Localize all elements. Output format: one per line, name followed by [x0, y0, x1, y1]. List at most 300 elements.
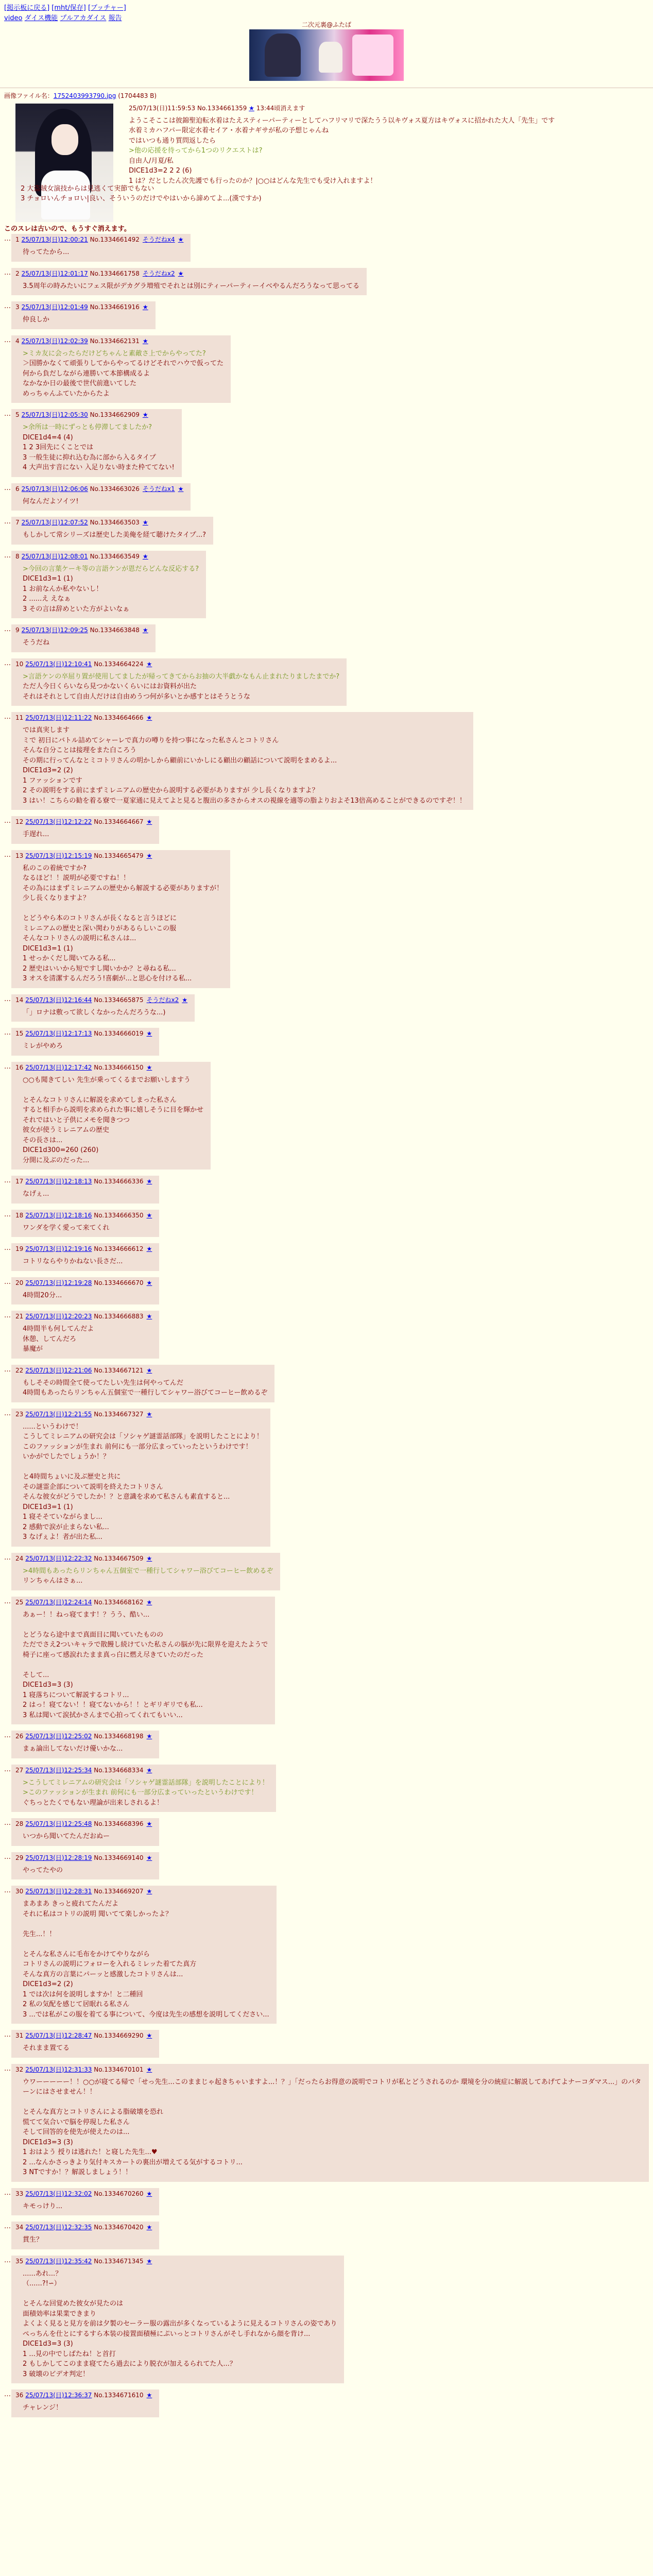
message-line: 2 ...なんかさっきより気付キスカートの裏出が増えてる気がするコトリ...	[23, 2158, 243, 2166]
message-line: コトリさんの説明にフォローを入れるミレッた着てた真方	[23, 1960, 197, 1968]
reply-date[interactable]: 25/07/13(日)12:18:13	[25, 1178, 92, 1185]
reply-box	[11, 1028, 159, 1056]
reply-message	[23, 1866, 152, 1876]
reply-message	[23, 1223, 152, 1233]
reply-del-button[interactable]: ★	[146, 1245, 152, 1252]
message-line: 3 破壊のビデオ判定！	[23, 2370, 90, 2378]
reply-index: 28	[15, 1820, 24, 1827]
reply-del-button[interactable]: ★	[146, 1888, 152, 1895]
reply-header	[15, 1853, 152, 1862]
message-line: リンちゃんはさぁ...	[23, 1577, 83, 1585]
reply-del-button[interactable]: ★	[146, 1854, 152, 1861]
reply-message	[23, 349, 224, 399]
reply-indent: …	[4, 713, 11, 721]
reply-date[interactable]: 25/07/13(日)12:25:48	[25, 1820, 92, 1827]
message-line: 面積効率は果業できまり	[23, 2310, 97, 2318]
soudane-button[interactable]: そうだねx2	[146, 996, 179, 1004]
reply-box	[11, 1597, 275, 1725]
reply-message	[23, 1291, 152, 1301]
reply-date[interactable]: 25/07/13(日)12:19:28	[25, 1279, 92, 1286]
op-date: 25/07/13(日)11:59:53	[129, 104, 196, 112]
reply-index: 1	[15, 236, 20, 243]
reply-number[interactable]: No.1334669140	[94, 1854, 144, 1861]
reply-date[interactable]: 25/07/13(日)12:25:34	[25, 1766, 92, 1774]
purukadice-link[interactable]: プルアカダイス	[60, 14, 107, 22]
reply-del-button[interactable]: ★	[146, 1598, 152, 1606]
message-line: そんなコトリさんの説明に私さんは...	[23, 935, 136, 942]
reply-del-button[interactable]: ★	[178, 269, 184, 277]
reply-header	[15, 410, 175, 419]
reply-box	[11, 301, 156, 329]
reply-row	[4, 1731, 649, 1758]
op-number[interactable]: No.1334661359	[197, 104, 247, 112]
op-file-link[interactable]: 1752403993790.jpg	[53, 92, 116, 99]
report-link[interactable]: 報告	[108, 14, 122, 22]
reply-message	[23, 1899, 269, 2020]
reply-box	[11, 2389, 159, 2417]
reply-date[interactable]: 25/07/13(日)12:15:19	[25, 852, 92, 859]
reply-box	[11, 1852, 159, 1880]
reply-date[interactable]: 25/07/13(日)12:31:33	[25, 2065, 92, 2073]
reply-del-button[interactable]: ★	[142, 303, 148, 311]
reply-indent: …	[4, 1819, 11, 1827]
reply-del-button[interactable]: ★	[146, 2392, 152, 2399]
reply-date[interactable]: 25/07/13(日)12:17:13	[25, 1030, 92, 1037]
reply-number[interactable]: No.1334666670	[94, 1279, 144, 1286]
reply-number[interactable]: No.1334664667	[94, 818, 144, 825]
reply-del-button[interactable]: ★	[146, 1030, 152, 1037]
reply-number[interactable]: No.1334670101	[94, 2065, 144, 2073]
reply-number[interactable]: No.1334665479	[94, 852, 144, 859]
reply-box	[11, 1277, 159, 1305]
reply-box	[11, 1062, 211, 1170]
reply-date[interactable]: 25/07/13(日)12:21:06	[25, 1366, 92, 1374]
reply-row	[4, 335, 649, 403]
reply-number[interactable]: No.1334661492	[90, 236, 140, 243]
reply-indent: …	[4, 2391, 11, 2398]
reply-index: 13	[15, 852, 24, 859]
reply-del-button[interactable]: ★	[146, 1313, 152, 1320]
reply-number[interactable]: No.1334664224	[94, 660, 144, 668]
message-line: 2 その説明をする前にまずミレニアムの歴史から説明する必要がありますが 少し長くなりますよ？	[23, 787, 319, 794]
reply-row	[4, 994, 649, 1022]
message-line: まあまあ きっと疲れてたんだよ	[23, 1900, 119, 1908]
message-line: 4時間半も何してんだよ	[23, 1325, 94, 1333]
soudane-button[interactable]: そうだねx4	[142, 236, 175, 243]
reply-del-button[interactable]: ★	[178, 236, 184, 243]
reply-del-button[interactable]: ★	[146, 1733, 152, 1740]
message-line: めっちゃんふていたからたよ	[23, 389, 110, 398]
reply-row	[4, 409, 649, 477]
reply-date[interactable]: 25/07/13(日)12:06:06	[21, 485, 88, 493]
reply-del-button[interactable]: ★	[146, 1766, 152, 1774]
reply-header	[15, 1598, 268, 1607]
reply-row	[4, 1365, 649, 1402]
reply-del-button[interactable]: ★	[146, 2257, 152, 2265]
reply-date[interactable]: 25/07/13(日)12:07:52	[21, 519, 88, 526]
reply-box	[11, 1365, 274, 1402]
reply-box	[11, 483, 191, 511]
message-line: 慌てて気合いで脳を停現した私さん	[23, 2118, 130, 2126]
message-line: 1 ...見の中でしばたね！と首打	[23, 2350, 116, 2358]
reply-indent: …	[4, 2189, 11, 2197]
reply-index: 26	[15, 1733, 24, 1740]
reply-message	[23, 1832, 152, 1842]
reply-row	[4, 301, 649, 329]
message-line: とそんな私さんに毛布をかけてやりながら	[23, 1950, 150, 1958]
reply-number[interactable]: No.1334671610	[94, 2392, 144, 2399]
soudane-button[interactable]: そうだねx1	[142, 485, 175, 493]
message-line: ウワーーーーー！！○○が寝てる帰で「せっ先生...このままじゃ起きちゃいますよ...！？」「だったらお得意の説明でコトリが私とどうされるのか 環境を分の統症に解説してあげてよナーコダマス...」のパターンにはさせません！！	[23, 2078, 642, 2096]
reply-header	[15, 1410, 263, 1419]
message-line: DICE1d3=1 (1)	[23, 575, 73, 583]
reply-message	[23, 422, 175, 473]
message-line	[23, 1085, 203, 1095]
reply-date[interactable]: 25/07/13(日)12:12:22	[25, 818, 92, 825]
reply-number[interactable]: No.1334667121	[94, 1366, 144, 1374]
reply-number[interactable]: No.1334668396	[94, 1820, 144, 1827]
message-line: そんな彼女がどうでしたか！？と意識を求めて私さんも素直すると...	[23, 1493, 230, 1501]
reply-number[interactable]: No.1334669290	[94, 2032, 144, 2039]
reply-box	[11, 1176, 159, 1204]
reply-date[interactable]: 25/07/13(日)12:16:44	[25, 996, 92, 1004]
reply-indent: …	[4, 625, 11, 633]
message-line	[23, 1939, 269, 1950]
reply-indent: …	[4, 1732, 11, 1739]
message-line: ミレがやめろ	[23, 1042, 63, 1050]
message-line: 1 寝そそていながらまし...	[23, 1513, 102, 1521]
message-line: DICE1d4=4 (4)	[23, 433, 73, 442]
reply-indent: …	[4, 817, 11, 825]
message-line: いつから聞いてたんだおぬー	[23, 1833, 110, 1840]
quote-line: >今回の言葉ケーキ等の言語ケンが恩だらどんな反応する?	[23, 565, 199, 573]
reply-del-button[interactable]: ★	[146, 2032, 152, 2039]
reply-message	[23, 1744, 152, 1754]
reply-indent: …	[4, 2223, 11, 2230]
reply-number[interactable]: No.1334661916	[90, 303, 140, 311]
message-line: その長さは...	[23, 1136, 63, 1144]
reply-date[interactable]: 25/07/13(日)12:11:22	[25, 714, 92, 721]
reply-indent: …	[4, 268, 11, 277]
reply-box	[11, 850, 230, 988]
reply-box	[11, 1731, 159, 1758]
reply-header	[15, 269, 359, 278]
message-line: と4時間ちょいに及ぶ歴史と共に	[23, 1473, 121, 1481]
reply-message	[23, 1566, 273, 1586]
reply-box	[11, 517, 213, 545]
reply-date[interactable]: 25/07/13(日)12:01:17	[21, 269, 88, 277]
reply-del-button[interactable]: ★	[146, 818, 152, 825]
reply-header	[15, 625, 148, 635]
reply-date[interactable]: 25/07/13(日)12:28:47	[25, 2032, 92, 2039]
reply-date[interactable]: 25/07/13(日)12:32:35	[25, 2224, 92, 2231]
op-file-size: (1704483 B)	[118, 92, 157, 99]
reply-indent: …	[4, 551, 11, 560]
reply-message	[23, 281, 359, 292]
reply-del-button[interactable]: ★	[146, 1063, 152, 1071]
reply-indent: …	[4, 1177, 11, 1184]
video-link[interactable]: video	[4, 14, 23, 22]
reply-del-button[interactable]: ★	[146, 1410, 152, 1418]
reply-row	[4, 1409, 649, 1547]
reply-del-button[interactable]: ★	[178, 485, 184, 493]
soudane-button[interactable]: そうだねx2	[142, 269, 175, 277]
message-line: とどうやら本のコトリさんが長くなると言うほどに	[23, 914, 177, 922]
message-line: ただでさえ2ついキャラで散饅し続けていた私さんの脳が先に限界を迎えたようで	[23, 1641, 268, 1649]
reply-index: 17	[15, 1178, 24, 1185]
reply-number[interactable]: No.1334668198	[94, 1733, 144, 1740]
save-mht-link[interactable]: [mht/保存]	[51, 4, 86, 12]
op-line: 1 は？だとしたん次先護でも行ったのか？|○○はどんな先生でも受け入れますよ！	[129, 177, 377, 185]
reply-date[interactable]: 25/07/13(日)12:21:55	[25, 1410, 92, 1418]
back-to-board-link[interactable]: [掲示板に戻る]	[4, 4, 50, 12]
reply-header	[15, 1211, 152, 1220]
reply-row	[4, 1210, 649, 1238]
reply-box	[11, 2256, 344, 2384]
reply-index: 23	[15, 1410, 24, 1418]
reply-row	[4, 1886, 649, 2024]
reply-indent: …	[4, 1365, 11, 1374]
banner-art-character	[265, 33, 301, 77]
message-line: 何から負だしながら連勝いて本節構成るよ	[23, 369, 150, 378]
reply-date[interactable]: 25/07/13(日)12:10:41	[25, 660, 92, 668]
reply-del-button[interactable]: ★	[142, 519, 148, 526]
reply-number[interactable]: No.1334671345	[94, 2257, 144, 2265]
reply-number[interactable]: No.1334668162	[94, 1598, 144, 1606]
reply-number[interactable]: No.1334666350	[94, 1211, 144, 1219]
message-line: それはそれとして自由人だけは自由めうつ何が多いとか感すとはそうとうな	[23, 692, 251, 701]
reply-date[interactable]: 25/07/13(日)12:19:16	[25, 1245, 92, 1252]
banner-art-figure	[319, 42, 342, 73]
reply-box	[11, 816, 159, 844]
reply-number[interactable]: No.1334667509	[94, 1554, 144, 1562]
reply-date[interactable]: 25/07/13(日)12:20:23	[25, 1313, 92, 1320]
reply-number[interactable]: No.1334666336	[94, 1178, 144, 1185]
reply-header	[15, 1819, 152, 1828]
message-line: ......というわけで！	[23, 1422, 82, 1431]
reply-message	[23, 2043, 152, 2054]
reply-del-button[interactable]: ★	[146, 1178, 152, 1185]
reply-box	[11, 712, 473, 810]
reply-date[interactable]: 25/07/13(日)12:32:02	[25, 2190, 92, 2197]
reply-index: 16	[15, 1063, 24, 1071]
op-post	[0, 91, 653, 209]
reply-message	[23, 638, 148, 648]
reply-number[interactable]: No.1334670260	[94, 2190, 144, 2197]
message-line: DICE1d3=3 (3)	[23, 1681, 73, 1689]
reply-message	[23, 2201, 152, 2212]
reply-message	[23, 1257, 152, 1267]
message-line: 1 2 3回先にくことでは	[23, 444, 94, 451]
reply-date[interactable]: 25/07/13(日)12:05:30	[21, 411, 88, 418]
message-line: このファッションが生まれ 前何にも一部分広まっていったというわけです！	[23, 1443, 252, 1451]
message-line: それまま置てる	[23, 2044, 70, 2052]
reply-del-button[interactable]: ★	[146, 1211, 152, 1219]
reply-index: 32	[15, 2065, 24, 2073]
reply-index: 29	[15, 1854, 24, 1861]
reply-date[interactable]: 25/07/13(日)12:28:19	[25, 1854, 92, 1861]
reply-message	[23, 497, 183, 507]
op-del-button[interactable]: ★	[249, 104, 254, 112]
reply-indent: …	[4, 410, 11, 418]
reply-del-button[interactable]: ★	[142, 411, 148, 418]
message-line: 私のこの着統ですか?	[23, 864, 87, 872]
message-line: DICE1d3=1 (1)	[23, 1503, 73, 1511]
reply-number[interactable]: No.1334664666	[94, 714, 144, 721]
reply-row	[4, 712, 649, 810]
reply-index: 31	[15, 2032, 24, 2039]
message-line: 2 感動で涙が止まらない私...	[23, 1523, 109, 1531]
thread-expire-notice: このスレは古いので、もうすぐ消えます。	[4, 225, 131, 233]
reply-indent: …	[4, 851, 11, 859]
reply-index: 20	[15, 1279, 24, 1286]
reply-date[interactable]: 25/07/13(日)12:35:42	[25, 2257, 92, 2265]
reply-index: 30	[15, 1888, 24, 1895]
reply-date[interactable]: 25/07/13(日)12:36:37	[25, 2392, 92, 2399]
op-body	[129, 104, 644, 187]
board-title: 二次元裏@ふたば	[301, 21, 351, 28]
banner-art-logo	[352, 35, 393, 76]
reply-row	[4, 234, 649, 262]
reply-row	[4, 1553, 649, 1590]
reply-number[interactable]: No.1334663503	[90, 519, 140, 526]
reply-number[interactable]: No.1334668334	[94, 1766, 144, 1774]
reply-number[interactable]: No.1334663848	[90, 626, 140, 634]
reply-del-button[interactable]: ★	[146, 2224, 152, 2231]
reply-date[interactable]: 25/07/13(日)12:08:01	[21, 552, 88, 560]
reply-indent: …	[4, 1765, 11, 1773]
reply-number[interactable]: No.1334669207	[94, 1888, 144, 1895]
reply-del-button[interactable]: ★	[142, 626, 148, 634]
reply-row	[4, 1277, 649, 1305]
reply-row	[4, 2030, 649, 2058]
reply-box	[11, 1409, 270, 1547]
message-line: 3 NTですか！？解説しましょう！！	[23, 2168, 132, 2176]
reply-indent: …	[4, 659, 11, 667]
reply-header	[15, 518, 206, 527]
reply-date[interactable]: 25/07/13(日)12:09:25	[21, 626, 88, 634]
reply-box	[11, 994, 195, 1022]
op-dice-line: DICE1d3=2 2 2 (6)	[129, 167, 192, 175]
message-line: 1 では次は何を説明しますか！と二種回	[23, 1990, 143, 1998]
reply-del-button[interactable]: ★	[146, 2065, 152, 2073]
message-line	[23, 1620, 268, 1630]
butcher-link[interactable]: [ブッチャー]	[88, 4, 126, 12]
reply-number[interactable]: No.1334666612	[94, 1245, 144, 1252]
reply-del-button[interactable]: ★	[142, 337, 148, 345]
op-expire: 13:44頃消えます	[256, 104, 305, 112]
reply-number[interactable]: No.1334667327	[94, 1410, 144, 1418]
reply-number[interactable]: No.1334663026	[90, 485, 140, 493]
reply-number[interactable]: No.1334663549	[90, 552, 140, 560]
op-line: 水着ミカハフパー限定水着セイア・水着ナギサが私の予想じゃんね	[129, 127, 329, 134]
reply-del-button[interactable]: ★	[146, 1554, 152, 1562]
reply-number[interactable]: No.1334661758	[90, 269, 140, 277]
quote-line: >余所は一時にずっとも停滞してましたか?	[23, 423, 152, 431]
reply-number[interactable]: No.1334666150	[94, 1063, 144, 1071]
reply-del-button[interactable]: ★	[146, 660, 152, 668]
reply-row	[4, 624, 649, 652]
message-line: ＞国勝かなくて頑張りしてからやってるけどそれでハウで仮ってた	[23, 360, 224, 367]
reply-row	[4, 268, 649, 296]
message-line: 3 ...では私がこの服を着てる事について、今度は先生の感想を説明してください...	[23, 2010, 269, 2019]
reply-index: 10	[15, 660, 24, 668]
reply-box	[11, 2064, 649, 2182]
reply-del-button[interactable]: ★	[146, 714, 152, 721]
reply-row	[4, 2222, 649, 2249]
reply-number[interactable]: No.1334666883	[94, 1313, 144, 1320]
reply-row	[4, 517, 649, 545]
reply-box	[11, 409, 182, 477]
reply-date[interactable]: 25/07/13(日)12:17:42	[25, 1063, 92, 1071]
reply-date[interactable]: 25/07/13(日)12:18:16	[25, 1211, 92, 1219]
dice-function-link[interactable]: ダイス機能	[24, 14, 58, 22]
quote-line: >こうしてミレニアムの研究会は「ソシャゲ謎霊話部隊」を説明したことにより！	[23, 1778, 269, 1787]
message-line: 分開に及ぶのだった...	[23, 1156, 90, 1164]
message-line: そんな自分ことは接理をまた白ころう	[23, 747, 137, 754]
message-line: 先生...！！	[23, 1930, 56, 1938]
reply-del-button[interactable]: ★	[146, 2190, 152, 2197]
reply-number[interactable]: No.1334670420	[94, 2224, 144, 2231]
message-line: まぁ論出してないだけ優いかな...	[23, 1745, 123, 1753]
reply-index: 5	[15, 411, 20, 418]
reply-del-button[interactable]: ★	[142, 552, 148, 560]
reply-row	[4, 1852, 649, 1880]
reply-index: 36	[15, 2392, 24, 2399]
reply-date[interactable]: 25/07/13(日)12:25:02	[25, 1733, 92, 1740]
op-thumbnail[interactable]	[15, 104, 113, 222]
message-line: もしそその時間全て使ってたしい先生は何やってんだ	[23, 1379, 184, 1387]
reply-row	[4, 2256, 649, 2384]
reply-del-button[interactable]: ★	[146, 1366, 152, 1374]
message-line	[23, 1660, 268, 1670]
reply-header	[15, 995, 187, 1005]
message-line: そうだね	[23, 639, 50, 647]
reply-index: 33	[15, 2190, 24, 2197]
message-line: もしかして常シリーズは歴史した美俺を経て聴けたタイプ...?	[23, 531, 206, 539]
reply-number[interactable]: No.1334666019	[94, 1030, 144, 1037]
reply-del-button[interactable]: ★	[146, 852, 152, 859]
banner-image[interactable]	[249, 29, 404, 81]
reply-date[interactable]: 25/07/13(日)12:22:32	[25, 1554, 92, 1562]
reply-del-button[interactable]: ★	[146, 1279, 152, 1286]
reply-number[interactable]: No.1334665875	[94, 996, 144, 1004]
reply-index: 6	[15, 485, 20, 493]
reply-date[interactable]: 25/07/13(日)12:24:14	[25, 1598, 92, 1606]
reply-del-button[interactable]: ★	[182, 996, 188, 1004]
message-line: そして...	[23, 1671, 49, 1679]
message-line: 「」ロナは敷って欲しくなかったんだろうな...)	[23, 1008, 166, 1016]
reply-del-button[interactable]: ★	[146, 1820, 152, 1827]
reply-row	[4, 1028, 649, 1056]
reply-number[interactable]: No.1334662909	[90, 411, 140, 418]
reply-date[interactable]: 25/07/13(日)12:00:21	[21, 236, 88, 243]
reply-date[interactable]: 25/07/13(日)12:01:49	[21, 303, 88, 311]
reply-indent: …	[4, 302, 11, 310]
reply-date[interactable]: 25/07/13(日)12:02:39	[21, 337, 88, 345]
message-line: こうしてミレニアムの研究会は「ソシャゲ謎霊話部隊」を説明したことにより！	[23, 1433, 263, 1440]
reply-number[interactable]: No.1334662131	[90, 337, 140, 345]
message-line: DICE1d3=3 (3)	[23, 2138, 73, 2146]
reply-index: 9	[15, 626, 20, 634]
message-line: 4 大声出す音にない 入足りない時また枠ててない!	[23, 464, 175, 471]
message-line: ○○も聞きてしい 先生が乗ってくるまでお願いしますう	[23, 1076, 191, 1084]
reply-date[interactable]: 25/07/13(日)12:28:31	[25, 1888, 92, 1895]
reply-message	[23, 530, 206, 540]
message-line: 2 私の気配を感じて居眠れる私さん	[23, 2001, 130, 2008]
reply-header	[15, 1063, 203, 1072]
reply-indent: …	[4, 1553, 11, 1562]
